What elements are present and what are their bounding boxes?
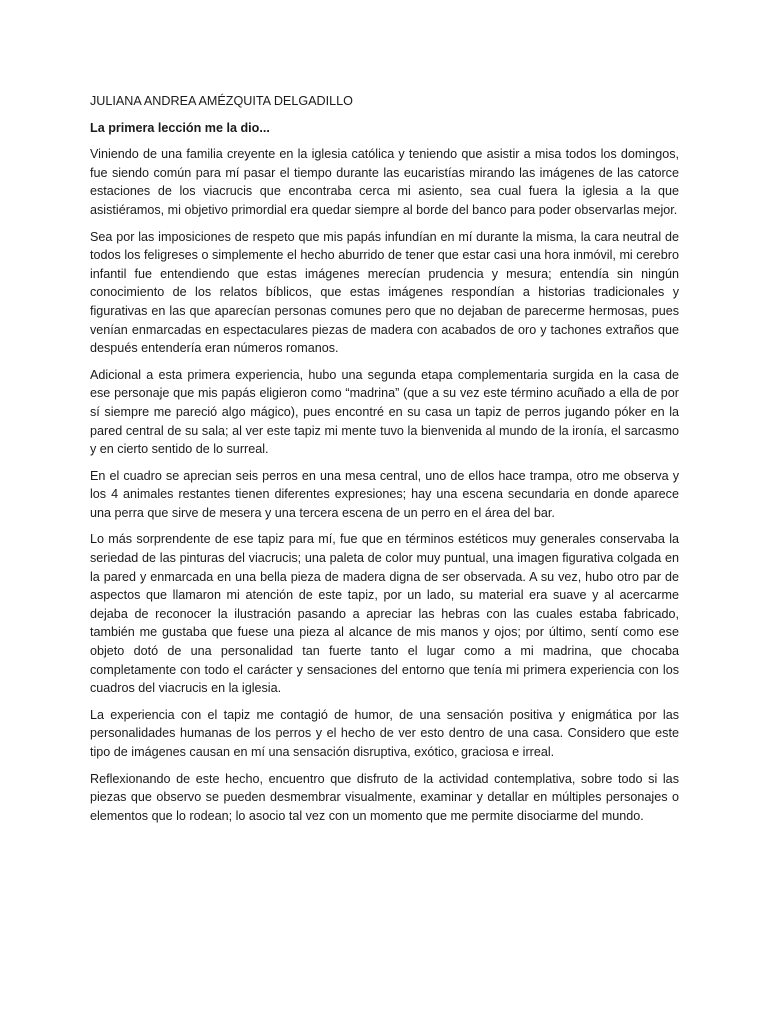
author-name: JULIANA ANDREA AMÉZQUITA DELGADILLO [90, 94, 353, 108]
document-body [90, 92, 679, 833]
paragraph-2: Sea por las imposiciones de respeto que mis papás infundían en mí durante la misma, la cara neutral de todos los feligreses o simplemente el hecho aburrido de tener que estar casi una hora inmóvil, mi cerebro infantil fue entendiendo que estas imágenes merecían prudencia y mesura; entendía sin ningún conocimiento de los relatos bíblicos, que estas imágenes respondían a historias tradicionales y figurativas en las que aparecían personas comunes pero que no dejaban de parecerme hermosas, pues venían enmarcadas en espectaculares piezas de madera con acabados de oro y tachones extraños que después entendería eran números romanos. [90, 229, 679, 356]
paragraph-7: Reflexionando de este hecho, encuentro que disfruto de la actividad contemplativa, sobre todo si las piezas que observo se pueden desmembrar visualmente, examinar y detallar en múltiples personajes o elementos que lo rodean; lo asocio tal vez con un momento que me permite disociarme del mundo. [90, 771, 679, 823]
paragraph-6: La experiencia con el tapiz me contagió de humor, de una sensación positiva y enigmática por las personalidades humanas de los perros y el hecho de ver esto dentro de una casa. Considero que este tipo de imágenes causan en mí una sensación disruptiva, exótico, graciosa e irreal. [90, 707, 679, 759]
paragraph-1: Viniendo de una familia creyente en la iglesia católica y teniendo que asistir a misa todos los domingos, fue siendo común para mí pasar el tiempo durante las eucaristías mirando las imágenes de las catorce estaciones de los viacrucis que encontraba cerca mi asiento, sea cual fuera la iglesia a la que asistiéramos, mi objetivo primordial era quedar siempre al borde del banco para poder observarlas mejor. [90, 147, 679, 217]
paragraph-3: Adicional a esta primera experiencia, hubo una segunda etapa complementaria surgida en la casa de ese personaje que mis papás eligieron como “madrina” (que a su vez este término acuñado a ella de por sí siempre me pareció algo mágico), pues encontré en su casa un tapiz de perros jugando póker en la pared central de su sala; al ver este tapiz mi mente tuvo la bienvenida al mundo de la ironía, el sarcasmo y en cierto sentido de lo surreal. [90, 367, 679, 457]
paragraph-4: En el cuadro se aprecian seis perros en una mesa central, uno de ellos hace trampa, otro me observa y los 4 animales restantes tienen diferentes expresiones; hay una escena secundaria en donde aparece una perra que sirve de mesera y una tercera escena de un perro en el área del bar. [90, 468, 679, 520]
essay-subtitle: La primera lección me la dio... [90, 120, 270, 135]
paragraph-5: Lo más sorprendente de ese tapiz para mí, fue que en términos estéticos muy generales conservaba la seriedad de las pinturas del viacrucis; una paleta de color muy puntual, una imagen figurativa colgada en la pared y enmarcada en una bella pieza de madera digna de ser observada. A su vez, hubo otro par de aspectos que llamaron mi atención de este tapiz, por un lado, su material era suave y al acercarme dejaba de reconocer la ilustración pasando a apreciar las hebras con las cuales estaba fabricado, también me gustaba que fuese una pieza al alcance de mis manos y ojos; por último, sentí como ese objeto dotó de una personalidad tan fuerte tanto el lugar como a mi madrina, que chocaba completamente con todo el carácter y sensaciones del entorno que tenía mi primera experiencia con los cuadros del viacrucis en la iglesia. [90, 532, 679, 696]
